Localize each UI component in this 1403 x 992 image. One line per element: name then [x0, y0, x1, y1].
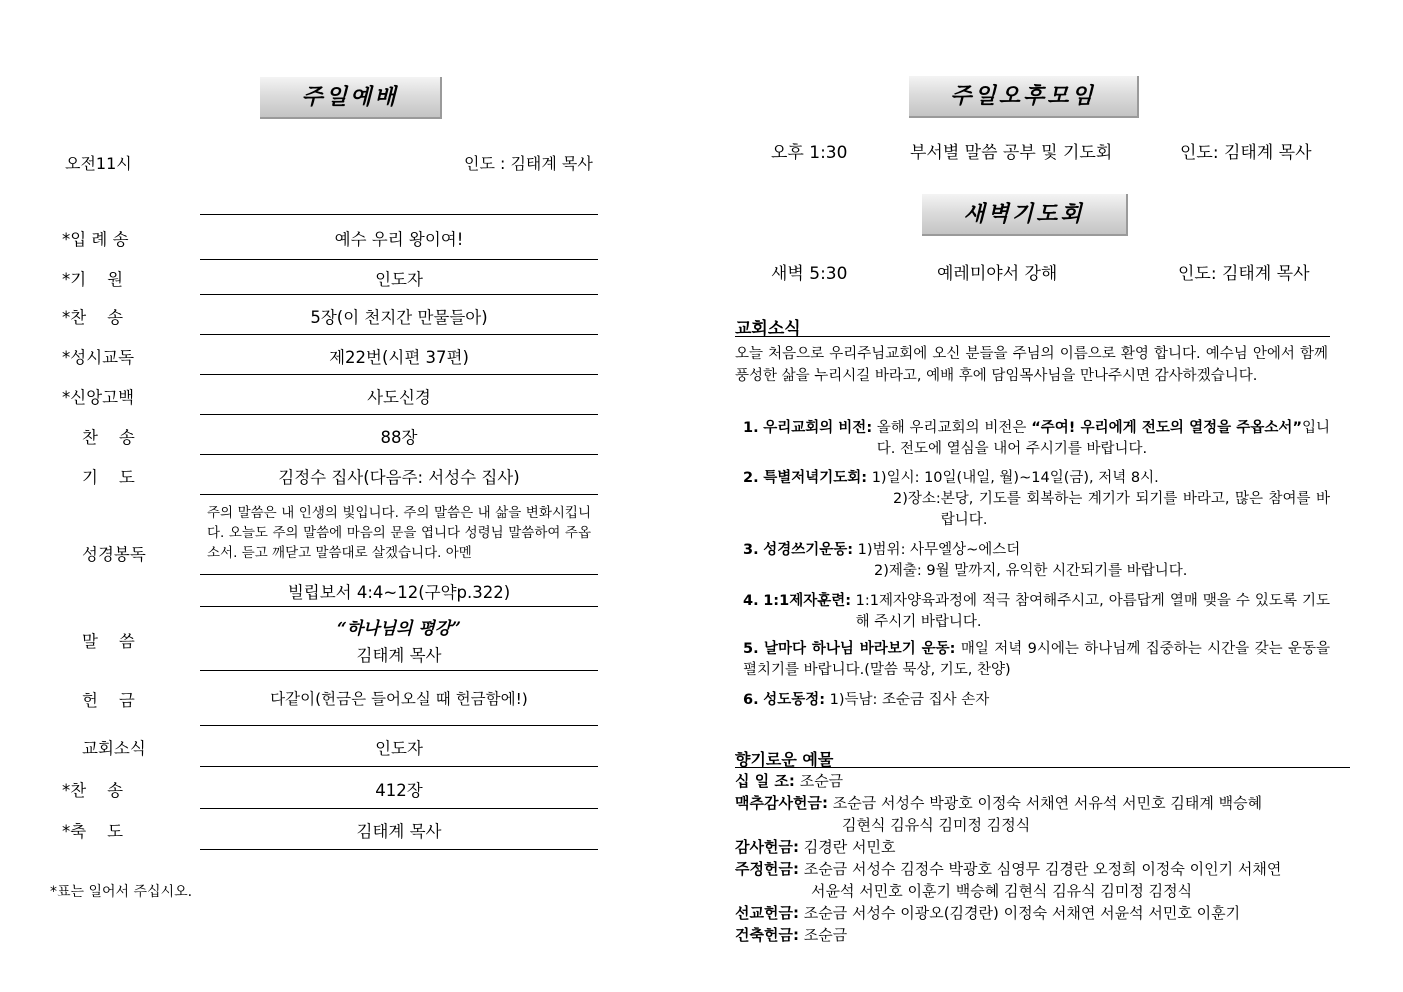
order-content: 5장(이 천지간 만물들아) [310, 308, 488, 327]
scripture-reading-prayer: 주의 말씀은 내 인생의 빛입니다. 주의 말씀은 내 삶을 변화시킵니다. 오늘도 주의 말씀에 마음의 문을 엽니다 성령님 말씀하여 주옵소서. 듣고 깨닫고 말씀대로 살겠습니다. 아멘 [207, 505, 591, 561]
afternoon-program: 부서별 말씀 공부 및 기도회 [910, 143, 1113, 163]
church-news-intro: 오늘 처음으로 우리주님교회에 오신 분들을 주님의 이름으로 환영 합니다. 예수님 안에서 함께 풍성한 삶을 누리시길 바라고, 예배 후에 담임목사님을 만나주시면 감사하겠습니다. [735, 346, 1328, 384]
order-label: *성시교독 [62, 348, 135, 367]
order-content: 김태계 목사 [356, 646, 442, 665]
offerings-title: 향기로운 예물 [735, 750, 834, 769]
afternoon-meeting-banner: 주일오후모임 [909, 76, 1139, 118]
news-item-discipleship: 4. 1:1제자훈련: 1:1제자양육과정에 적극 참여해주시고, 아름답게 열매 맺을 수 있도록 기도해 주시기 바랍니다. [743, 593, 1330, 630]
offering-mission: 선교헌금: 조순금 서성수 이광오(김경란) 이정숙 서채연 서윤석 서민호 이훈기 [735, 904, 1241, 922]
standing-footnote: *표는 일어서 주십시오. [50, 884, 193, 900]
order-content: 김태계 목사 [356, 822, 442, 841]
order-label: 말 씀 [82, 632, 135, 651]
order-label: *기 원 [62, 270, 124, 289]
news-item-bible-writing: 3. 성경쓰기운동: 1)범위: 사무엘상~에스더 2)제출: 9월 말까지, 유익한 시간되기를 바랍니다. [743, 542, 1188, 579]
news-item-daily-prayer: 5. 날마다 하나님 바라보기 운동: 매일 저녁 9시에는 하나님께 집중하는 시간을 갖는 운동을 펼치기를 바랍니다.(말씀 묵상, 기도, 찬양) [743, 641, 1331, 678]
order-label: 찬 송 [82, 428, 135, 447]
order-label: 기 도 [82, 468, 135, 487]
order-content: 제22번(시편 37편) [329, 348, 469, 367]
order-content: 예수 우리 왕이여! [334, 230, 464, 249]
order-content: 인도자 [375, 270, 423, 289]
worship-leader: 인도 : 김태계 목사 [464, 154, 593, 173]
sunday-worship-banner: 주일예배 [260, 77, 442, 119]
order-content: 사도신경 [367, 388, 431, 407]
news-item-prayer-meeting: 2. 특별저녁기도회: 1)일시: 10일(내일, 월)~14일(금), 저녁 8시. 2)장소: 본당, 기도를 회복하는 계기가 되기를 바라고, 많은 참여를 바랍니다. [743, 470, 1330, 528]
offering-building: 건축헌금: 조순금 [735, 926, 848, 944]
order-content: 빌립보서 4:4~12(구약p.322) [287, 583, 511, 602]
dawn-prayer-banner: 새벽기도회 [922, 194, 1128, 236]
item-title: 우리교회의 비전: [763, 420, 873, 436]
offering-harvest-thanks: 맥추감사헌금: 조순금 서성수 박광호 이정숙 서채연 서유석 서민호 김태계 백승혜 김현식 김유식 김미정 김정식 [735, 794, 1263, 834]
afternoon-time: 오후 1:30 [771, 143, 848, 163]
offering-regular: 주정헌금: 조순금 서성수 김정수 박광호 심영무 김경란 오정희 이정숙 이인기 서채연 서윤석 서민호 이훈기 백승혜 김현식 김유식 김미정 김정식 [735, 860, 1282, 900]
order-label: 교회소식 [82, 739, 146, 758]
order-content: 88장 [380, 428, 418, 447]
order-content: 다같이(헌금은 들어오실 때 헌금함에!) [270, 690, 528, 708]
order-label: *찬 송 [62, 781, 124, 800]
dawn-program: 예레미야서 강해 [937, 264, 1058, 284]
order-label: *입 례 송 [62, 230, 129, 249]
offering-thanks: 감사헌금: 김경란 서민호 [735, 838, 896, 856]
order-label: *찬 송 [62, 308, 124, 327]
order-label: *축 도 [62, 822, 124, 841]
order-content: 인도자 [375, 739, 423, 758]
afternoon-leader: 인도: 김태계 목사 [1180, 143, 1312, 163]
item-number: 1. [743, 420, 759, 436]
dawn-leader: 인도: 김태계 목사 [1178, 264, 1310, 284]
news-item-vision [743, 418, 1330, 460]
dawn-time: 새벽 5:30 [771, 264, 848, 284]
order-label: 성경봉독 [82, 545, 146, 564]
offering-tithe: 십 일 조: 조순금 [735, 772, 844, 790]
order-label: *신앙고백 [62, 388, 135, 407]
worship-time: 오전11시 [65, 154, 132, 173]
church-news-title: 교회소식 [735, 319, 801, 339]
news-item-member-news: 6. 성도동정: 1)득남: 조순금 집사 손자 [743, 692, 990, 708]
item-body: 올해 우리교회의 비전은 “주여! 우리에게 전도의 열정을 주옵소서”입니다. 전도에 열심을 내어 주시기를 바랍니다. [876, 420, 1330, 457]
order-content: 412장 [375, 781, 423, 800]
order-label: 헌 금 [82, 691, 135, 710]
order-content: 김정수 집사(다음주: 서성수 집사) [278, 468, 520, 487]
sermon-title: “하나님의 평강” [336, 619, 461, 639]
